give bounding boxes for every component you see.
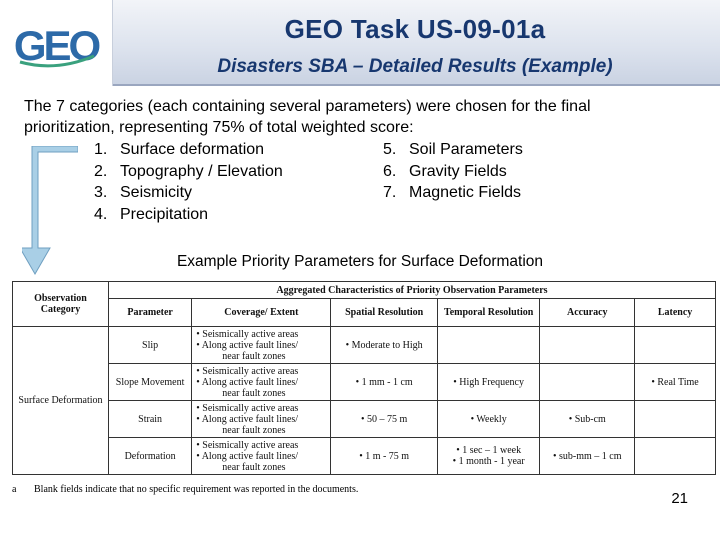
list-item: 4. Precipitation <box>94 205 209 223</box>
geo-logo <box>8 20 104 68</box>
cell-temporal: • High Frequency <box>437 364 540 401</box>
category-list-right <box>383 139 523 204</box>
list-item: 7. Magnetic Fields <box>383 184 522 201</box>
footnote-text: Blank fields indicate that no specific requirement was reported in the documents. <box>34 484 359 495</box>
list-item: 5. Soil Parameters <box>383 141 523 158</box>
cell-category: Surface Deformation <box>13 327 109 475</box>
cell-spatial: • Moderate to High <box>331 327 437 364</box>
cell-temporal: • Weekly <box>437 401 540 438</box>
cell-latency: • Real Time <box>635 364 716 401</box>
cell-accuracy <box>540 364 635 401</box>
priority-parameters-table <box>12 281 716 475</box>
cell-parameter: Strain <box>108 401 191 438</box>
page-number: 21 <box>671 490 688 507</box>
header-temporal: Temporal Resolution <box>437 299 540 327</box>
intro-line-2: prioritization, representing 75% of total weighted score: <box>24 119 414 136</box>
table-caption: Example Priority Parameters for Surface Deformation <box>176 253 544 270</box>
cell-coverage: • Seismically active areas • Along active fault lines/ near fault zones <box>192 438 331 475</box>
cell-coverage: • Seismically active areas • Along active fault lines/ near fault zones <box>192 364 331 401</box>
header-divider <box>110 84 720 86</box>
cell-parameter: Slip <box>108 327 191 364</box>
table-row <box>13 438 716 475</box>
category-list-left <box>94 139 283 225</box>
footnote-marker: a <box>12 484 17 495</box>
table-footnote <box>12 484 358 495</box>
logo-panel <box>0 0 113 86</box>
table-row <box>13 364 716 401</box>
list-item: 6. Gravity Fields <box>383 162 507 180</box>
header-aggregated: Aggregated Characteristics of Priority Observation Parameters <box>108 282 715 299</box>
cell-accuracy: • Sub-cm <box>540 401 635 438</box>
cell-accuracy <box>540 327 635 364</box>
header-spatial: Spatial Resolution <box>331 299 437 327</box>
header-latency: Latency <box>635 299 716 327</box>
cell-temporal: • 1 sec – 1 week • 1 month - 1 year <box>437 438 540 475</box>
list-item: 2. Topography / Elevation <box>94 162 283 180</box>
data-table <box>12 281 716 475</box>
cell-spatial: • 50 – 75 m <box>331 401 437 438</box>
cell-temporal <box>437 327 540 364</box>
header-coverage: Coverage/ Extent <box>192 299 331 327</box>
slide-title: GEO Task US-09-01a <box>284 14 546 44</box>
slide-subtitle: Disasters SBA – Detailed Results (Example) <box>217 56 613 77</box>
cell-latency <box>635 438 716 475</box>
list-item: 3. Seismicity <box>94 184 193 201</box>
cell-parameter: Deformation <box>108 438 191 475</box>
table-row <box>13 401 716 438</box>
intro-line-1: The 7 categories (each containing several parameters) were chosen for the final <box>24 98 591 115</box>
cell-coverage: • Seismically active areas • Along active fault lines/ near fault zones <box>192 401 331 438</box>
slide-header <box>0 0 720 86</box>
intro-paragraph <box>24 96 704 138</box>
header-parameter: Parameter <box>108 299 191 327</box>
cell-coverage: • Seismically active areas • Along active fault lines/ near fault zones <box>192 327 331 364</box>
logo-text: GEO <box>13 22 99 68</box>
cell-latency <box>635 327 716 364</box>
list-item: 1. Surface deformation <box>94 141 265 158</box>
cell-parameter: Slope Movement <box>108 364 191 401</box>
cell-latency <box>635 401 716 438</box>
header-observation-category: Observation Category <box>13 282 109 327</box>
table-row <box>13 327 716 364</box>
header-accuracy: Accuracy <box>540 299 635 327</box>
cell-accuracy: • sub-mm – 1 cm <box>540 438 635 475</box>
cell-spatial: • 1 mm - 1 cm <box>331 364 437 401</box>
cell-spatial: • 1 m - 75 m <box>331 438 437 475</box>
